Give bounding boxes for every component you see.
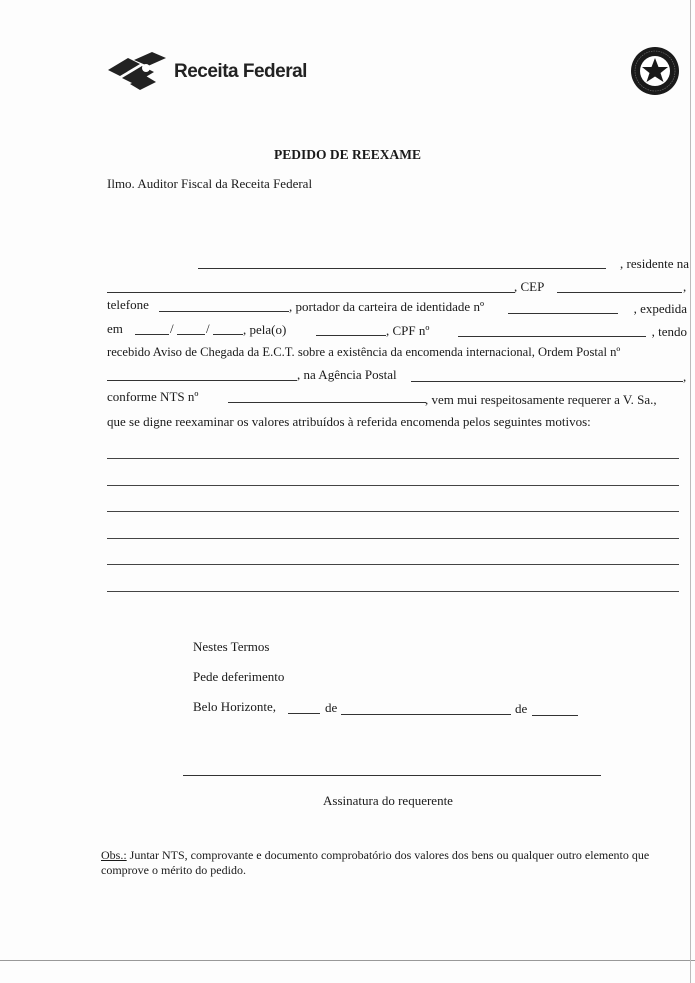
cep-field[interactable] xyxy=(557,292,682,293)
recebido-text: recebido Aviso de Chegada da E.C.T. sobre a existência da encomenda internacional, Ordem Postal nº xyxy=(107,345,621,359)
orgao-field[interactable] xyxy=(316,335,386,336)
federal-seal xyxy=(630,46,680,101)
cpf-field[interactable] xyxy=(458,336,646,337)
residente-label: , residente na xyxy=(620,256,689,271)
agencia-field[interactable] xyxy=(411,381,683,382)
conforme-label: conforme NTS nº xyxy=(107,389,199,404)
pede-deferimento: Pede deferimento xyxy=(193,669,285,684)
address-field[interactable] xyxy=(107,292,515,293)
date-year-field[interactable] xyxy=(213,334,243,335)
de-label-2: de xyxy=(515,701,528,716)
obs-label: Obs.: xyxy=(101,848,127,862)
closing-day-field[interactable] xyxy=(288,713,320,714)
identidade-field[interactable] xyxy=(508,313,618,314)
agencia-comma: , xyxy=(683,369,687,384)
motivo-line-3[interactable] xyxy=(107,511,679,512)
closing-year-field[interactable] xyxy=(532,715,578,716)
date-day-field[interactable] xyxy=(135,334,169,335)
em-label: em xyxy=(107,321,123,336)
ordem-postal-field[interactable] xyxy=(107,380,297,381)
motivo-line-6[interactable] xyxy=(107,591,679,592)
identidade-label: , portador da carteira de identidade nº xyxy=(289,299,484,314)
tendo-label: , tendo xyxy=(651,324,687,339)
cep-label: , CEP xyxy=(514,279,545,294)
expedida-label: , expedida xyxy=(633,301,687,316)
city-label: Belo Horizonte, xyxy=(193,699,277,714)
date-slash-1: / xyxy=(170,321,174,336)
page-title: PEDIDO DE REEXAME xyxy=(273,147,421,162)
cep-comma: , xyxy=(683,279,687,294)
motivo-line-1[interactable] xyxy=(107,458,679,459)
de-label-1: de xyxy=(325,700,338,715)
receita-logo-icon xyxy=(106,52,168,92)
date-slash-2: / xyxy=(206,321,210,336)
motivos-text: que se digne reexaminar os valores atribuídos à referida encomenda pelos seguintes motivos: xyxy=(107,414,591,429)
telefone-field[interactable] xyxy=(159,311,289,312)
obs-text: Juntar NTS, comprovante e documento comprobatório dos valores dos bens ou qualquer outro elemento que comprove o mérito do pedido. xyxy=(101,848,650,877)
logo-text: Receita Federal xyxy=(174,61,307,82)
receita-federal-logo xyxy=(106,52,307,92)
nts-field[interactable] xyxy=(228,402,426,403)
telefone-label: telefone xyxy=(107,297,149,312)
nestes-termos: Nestes Termos xyxy=(193,639,270,654)
motivo-line-2[interactable] xyxy=(107,485,679,486)
scan-edge-right xyxy=(690,0,691,983)
agencia-label: , na Agência Postal xyxy=(297,367,397,382)
cpf-label: , CPF nº xyxy=(386,323,430,338)
salutation: Ilmo. Auditor Fiscal da Receita Federal xyxy=(107,176,313,191)
star-seal-icon xyxy=(630,46,680,96)
pela-label: , pela(o) xyxy=(243,322,287,337)
signature-field[interactable] xyxy=(183,775,601,776)
closing-month-field[interactable] xyxy=(341,714,511,715)
name-field[interactable] xyxy=(198,268,606,269)
obs-note xyxy=(101,848,681,878)
motivo-line-5[interactable] xyxy=(107,564,679,565)
vem-text: , vem mui respeitosamente requerer a V. Sa., xyxy=(425,392,657,407)
date-month-field[interactable] xyxy=(177,334,205,335)
scan-edge-bottom xyxy=(0,960,695,961)
motivo-line-4[interactable] xyxy=(107,538,679,539)
signature-label: Assinatura do requerente xyxy=(323,793,453,808)
